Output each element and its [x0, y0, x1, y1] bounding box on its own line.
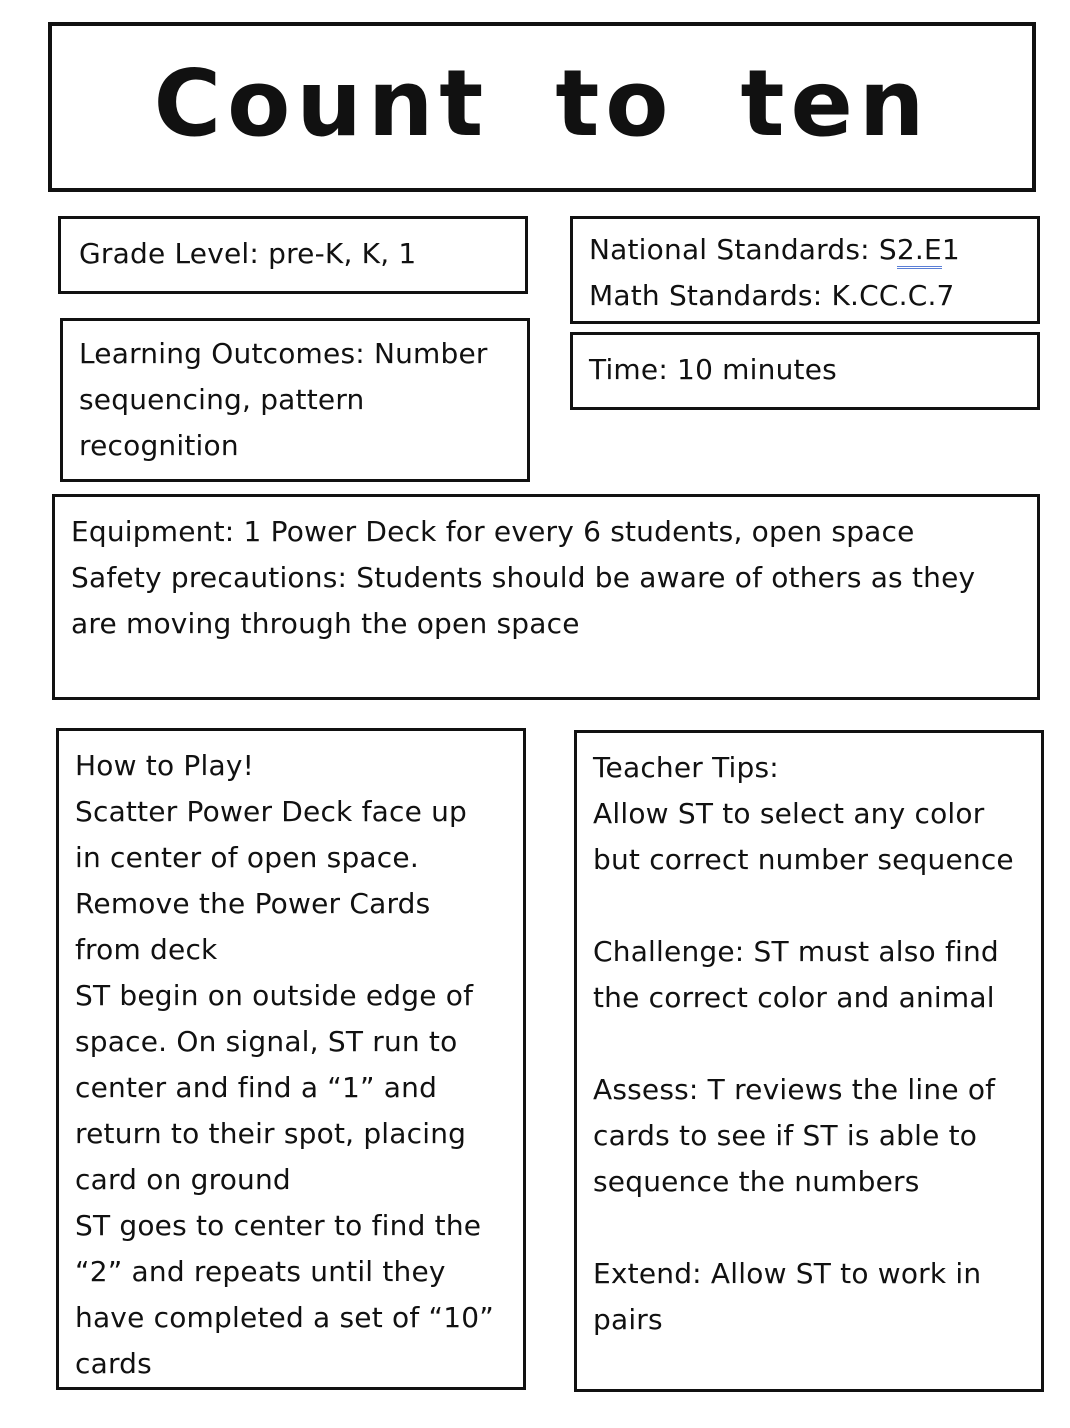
math-standards-text: Math Standards: K.CC.C.7 — [589, 279, 955, 312]
how-to-play-line: card on ground — [75, 1163, 291, 1196]
teacher-tips-heading: Teacher Tips: — [593, 751, 779, 784]
how-to-play-line: have completed a set of “10” — [75, 1301, 494, 1334]
time-text: Time: 10 minutes — [589, 353, 837, 386]
how-to-play-line: space. On signal, ST run to — [75, 1025, 458, 1058]
teacher-tips-box — [574, 730, 1044, 1392]
learning-outcomes-line: recognition — [79, 429, 239, 462]
how-to-play-line: Scatter Power Deck face up — [75, 795, 468, 828]
page-title: Count to ten — [153, 50, 931, 157]
how-to-play-line: center and find a “1” and — [75, 1071, 438, 1104]
equipment-line: Equipment: 1 Power Deck for every 6 students, open space — [71, 515, 915, 548]
challenge-line: the correct color and animal — [593, 981, 995, 1014]
safety-line: are moving through the open space — [71, 607, 580, 640]
how-to-play-line: Remove the Power Cards — [75, 887, 431, 920]
assess-line: Assess: T reviews the line of — [593, 1073, 996, 1106]
national-standards-text: National Standards: S2.E1 — [589, 227, 1037, 273]
how-to-play-line: ST goes to center to find the — [75, 1209, 482, 1242]
tip-line: but correct number sequence — [593, 843, 1014, 876]
learning-outcomes-box — [60, 318, 530, 482]
how-to-play-line: “2” and repeats until they — [75, 1255, 446, 1288]
how-to-play-line: cards — [75, 1347, 152, 1380]
how-to-play-box — [56, 728, 526, 1390]
extend-line: pairs — [593, 1303, 663, 1336]
assess-line: cards to see if ST is able to — [593, 1119, 978, 1152]
grade-level-text: Grade Level: pre-K, K, 1 — [79, 237, 417, 270]
how-to-play-line: ST begin on outside edge of — [75, 979, 474, 1012]
how-to-play-line: from deck — [75, 933, 218, 966]
spacer — [593, 1021, 1041, 1067]
challenge-line: Challenge: ST must also find — [593, 935, 999, 968]
learning-outcomes-line: Learning Outcomes: Number — [79, 337, 488, 370]
assess-line: sequence the numbers — [593, 1165, 920, 1198]
title-box — [48, 22, 1036, 192]
how-to-play-line: in center of open space. — [75, 841, 419, 874]
spacer — [593, 1205, 1041, 1251]
standards-box — [570, 216, 1040, 324]
learning-outcomes-line: sequencing, pattern — [79, 383, 365, 416]
tip-line: Allow ST to select any color — [593, 797, 985, 830]
grade-level-box — [58, 216, 528, 294]
how-to-play-line: return to their spot, placing — [75, 1117, 467, 1150]
safety-line: Safety precautions: Students should be aware of others as they — [71, 561, 976, 594]
how-to-play-heading: How to Play! — [75, 749, 255, 782]
time-box — [570, 332, 1040, 410]
equipment-box — [52, 494, 1040, 700]
spacer — [593, 883, 1041, 929]
spellcheck-underline: 2.E — [897, 233, 942, 269]
extend-line: Extend: Allow ST to work in — [593, 1257, 982, 1290]
